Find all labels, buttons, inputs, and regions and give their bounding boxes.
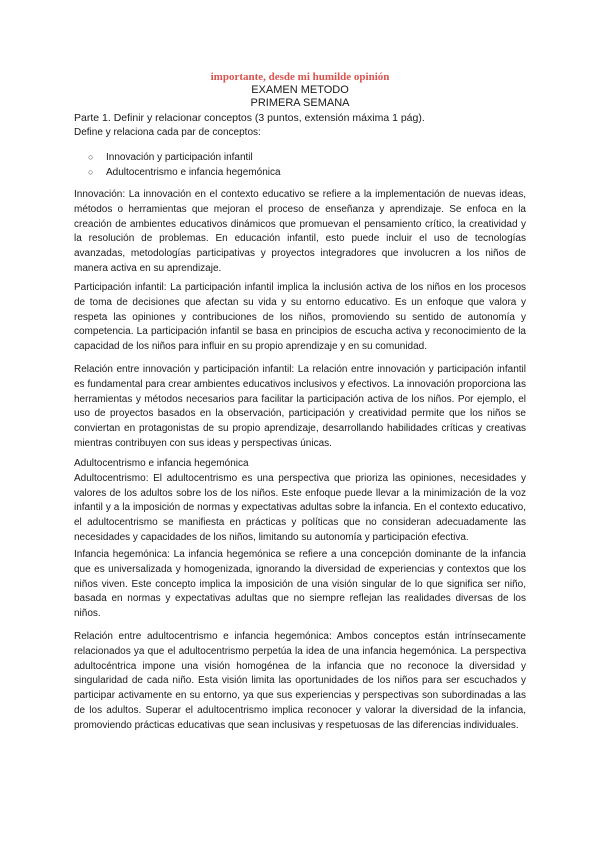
part-title: Parte 1. Definir y relacionar conceptos (3 puntos, extensión máxima 1 pág). bbox=[74, 112, 425, 124]
highlighted-note: importante, desde mi humilde opinión bbox=[210, 71, 390, 83]
concept-list bbox=[74, 150, 526, 180]
part-header bbox=[74, 111, 526, 141]
circle-bullet-icon: ○ bbox=[88, 167, 94, 177]
section-adultocentrismo bbox=[74, 457, 526, 546]
week-title: PRIMERA SEMANA bbox=[250, 97, 350, 109]
list-item: ○ Adultocentrismo e infancia hegemónica bbox=[88, 167, 281, 178]
section-relacion-1 bbox=[74, 363, 526, 452]
list-item: ○ Innovación y participación infantil bbox=[88, 152, 253, 163]
paragraph-relacion-2: Relación entre adultocentrismo e infancia hegemónica: Ambos conceptos están intrínsecamente relacionados ya que el adultocentrismo perpetúa la idea de una infancia hegemónica. La perspectiva adultocéntrica impone una visión homogénea de la infancia que no reconoce la diversidad y singularidad de cada niño. Esta visión limita las oportunidades de los niños para ser escuchados y participar activamente en su entorno, ya que sus experiencias y perspectivas son subordinadas a las de los adultos. Superar el adultocentrismo implica reconocer y valorar la diversidad de la infancia, promoviendo prácticas educativas que sean inclusivas y respetuosas de las diferencias individuales. bbox=[74, 631, 526, 731]
section-innovacion bbox=[74, 188, 526, 277]
paragraph-participacion: Participación infantil: La participación infantil implica la inclusión activa de los niños en los procesos de toma de decisiones que afectan su vida y su entorno educativo. Es un enfoque que valora y respeta las opiniones y contribuciones de los niños, promoviendo su sentido de autonomía y competencia. La participación infantil se basa en principios de escucha activa y reconocimiento de la capacidad de los niños para influir en su propio aprendizaje y en su comunidad. bbox=[74, 282, 526, 353]
paragraph-adultocentrismo: Adultocentrismo: El adultocentrismo es una perspectiva que prioriza las opiniones, necesidades y valores de los adultos sobre los de los niños. Este enfoque puede llevar a la minimización de la voz infantil y a la imposición de normas y expectativas adultas sobre la infancia. En el contexto educativo, el adultocentrismo se manifiesta en prácticas y políticas que no consideran adecuadamente las necesidades y capacidades de los niños, limitando su autonomía y participación efectiva. bbox=[74, 472, 526, 543]
section-infancia bbox=[74, 548, 526, 622]
section-relacion-2 bbox=[74, 630, 526, 734]
paragraph-infancia: Infancia hegemónica: La infancia hegemónica se refiere a una concepción dominante de la infancia que es universalizada y homogenizada, ignorando la diversidad de experiencias y contextos que los niños viven. Este concepto implica la imposición de una visión singular de lo que significa ser niño, basada en normas y expectativas adultas que no siempre reflejan las realidades diversas de los niños. bbox=[74, 549, 526, 620]
exam-title: EXAMEN METODO bbox=[251, 84, 349, 96]
section-participacion bbox=[74, 281, 526, 355]
paragraph-relacion-1: Relación entre innovación y participación infantil: La relación entre innovación y participación infantil es fundamental para crear ambientes educativos inclusivos y efectivos. La innovación proporciona las herramientas y métodos necesarios para facilitar la participación activa de los niños. Por ejemplo, el uso de proyectos basados en la observación, participación y creatividad permite que los niños se conviertan en protagonistas de su propio aprendizaje, desarrollando habilidades críticas y creativas mientras contribuyen con sus ideas y perspectivas únicas. bbox=[74, 364, 526, 449]
paragraph-innovacion: Innovación: La innovación en el contexto educativo se refiere a la implementación de nuevas ideas, métodos o herramientas que mejoran el proceso de enseñanza y aprendizaje. Se enfoca en la creación de ambientes educativos dinámicos que promuevan el pensamiento crítico, la creatividad y la resolución de problemas. En educación infantil, esto puede incluir el uso de tecnologías avanzadas, metodologías participativas y proyectos integradores que involucren a los niños de manera activa en su aprendizaje. bbox=[74, 189, 526, 274]
part-instruction: Define y relaciona cada par de conceptos: bbox=[74, 126, 261, 138]
circle-bullet-icon: ○ bbox=[88, 152, 94, 162]
subheading-adultocentrismo: Adultocentrismo e infancia hegemónica bbox=[74, 458, 249, 469]
